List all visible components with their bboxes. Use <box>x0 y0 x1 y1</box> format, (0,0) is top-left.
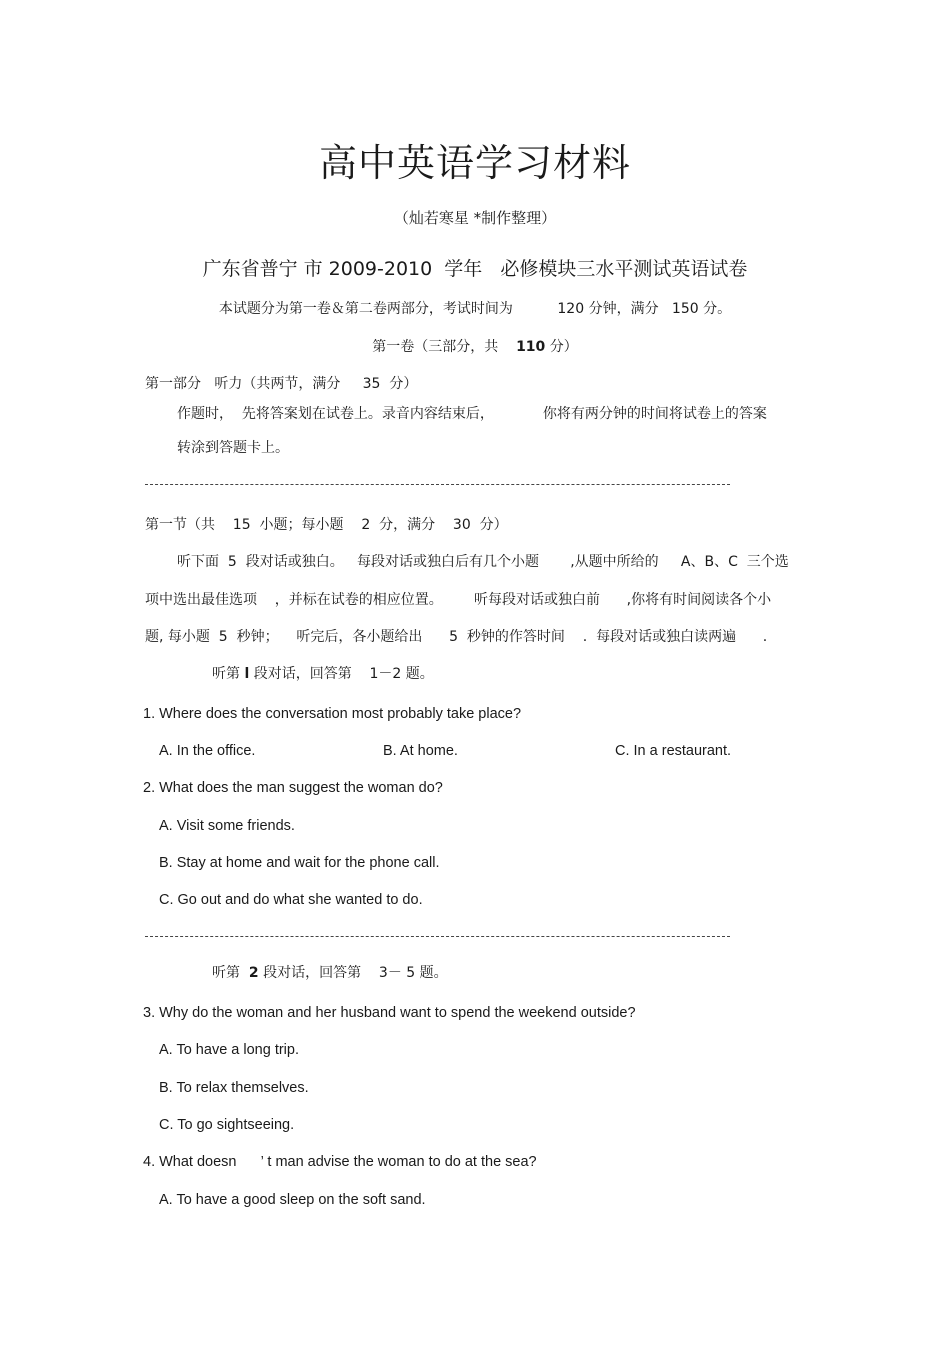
dialogue1-pre: 听第 <box>212 666 245 682</box>
question-1-option-c: C. In a restaurant. <box>615 743 732 759</box>
volume-heading <box>0 338 950 356</box>
document-title: 高中英语学习材料 <box>318 141 631 185</box>
question-3-option-c: C. To go sightseeing. <box>159 1117 295 1133</box>
section1-paragraph-line1: 听下面 5 段对话或独白。 每段对话或独白后有几个小题 ,从题中所给的 A、B、C 三个选 <box>177 554 789 570</box>
dialogue2-post: 段对话，回答第 3－ 5 题。 <box>258 965 448 981</box>
question-4: 4. What doesn ’ t man advise the woman to do at the sea? <box>143 1154 537 1170</box>
part1-heading: 第一部分 听力（共两节，满分 35 分） <box>145 376 418 392</box>
dialogue2-pre: 听第 <box>212 965 249 981</box>
exam-intro: 本试题分为第一卷＆第二卷两部分，考试时间为 120 分钟，满分 150 分。 <box>218 301 732 317</box>
section1-heading: 第一节（共 15 小题；每小题 2 分，满分 30 分） <box>145 517 508 533</box>
section-divider-2 <box>145 936 730 937</box>
question-2-option-b: B. Stay at home and wait for the phone call. <box>159 855 440 871</box>
part1-instruction-line2: 转涂到答题卡上。 <box>177 440 289 456</box>
question-3-option-b: B. To relax themselves. <box>159 1080 309 1096</box>
volume-heading-points: 110 <box>516 339 546 355</box>
section1-paragraph-line2: 项中选出最佳选项 ，并标在试卷的相应位置。 听每段对话或独白前 ,你将有时间阅读各个小 <box>145 592 772 608</box>
dialogue2-instruction <box>212 964 448 982</box>
question-3: 3. Why do the woman and her husband want to spend the weekend outside? <box>143 1005 636 1021</box>
question-1: 1. Where does the conversation most probably take place? <box>143 706 522 722</box>
volume-heading-pre: 第一卷（三部分，共 <box>372 339 517 355</box>
volume-heading-post: 分） <box>545 339 578 355</box>
question-1-option-a: A. In the office. <box>159 743 256 759</box>
dialogue2-number: 2 <box>248 965 259 981</box>
dialogue1-instruction <box>212 665 434 683</box>
question-2-option-c: C. Go out and do what she wanted to do. <box>159 892 423 908</box>
question-2: 2. What does the man suggest the woman do? <box>143 780 443 796</box>
exam-title: 广东省普宁 市 2009-2010 学年 必修模块三水平测试英语试卷 <box>202 258 748 280</box>
part1-instruction-line1: 作题时， 先将答案划在试卷上。录音内容结束后， 你将有两分钟的时间将试卷上的答案 <box>177 406 767 422</box>
question-4-option-a: A. To have a good sleep on the soft sand. <box>159 1192 426 1208</box>
dialogue1-number: l <box>244 666 250 682</box>
dialogue1-post: 段对话，回答第 1－2 题。 <box>249 666 434 682</box>
document-subtitle: （灿若寒星 *制作整理） <box>393 209 557 227</box>
section1-paragraph-line3: 题, 每小题 5 秒钟； 听完后，各小题给出 5 秒钟的作答时间 . 每段对话或独白读两遍 . <box>145 629 768 645</box>
question-3-option-a: A. To have a long trip. <box>159 1042 299 1058</box>
question-1-option-b: B. At home. <box>383 743 458 759</box>
question-2-option-a: A. Visit some friends. <box>159 818 295 834</box>
section-divider <box>145 484 730 485</box>
